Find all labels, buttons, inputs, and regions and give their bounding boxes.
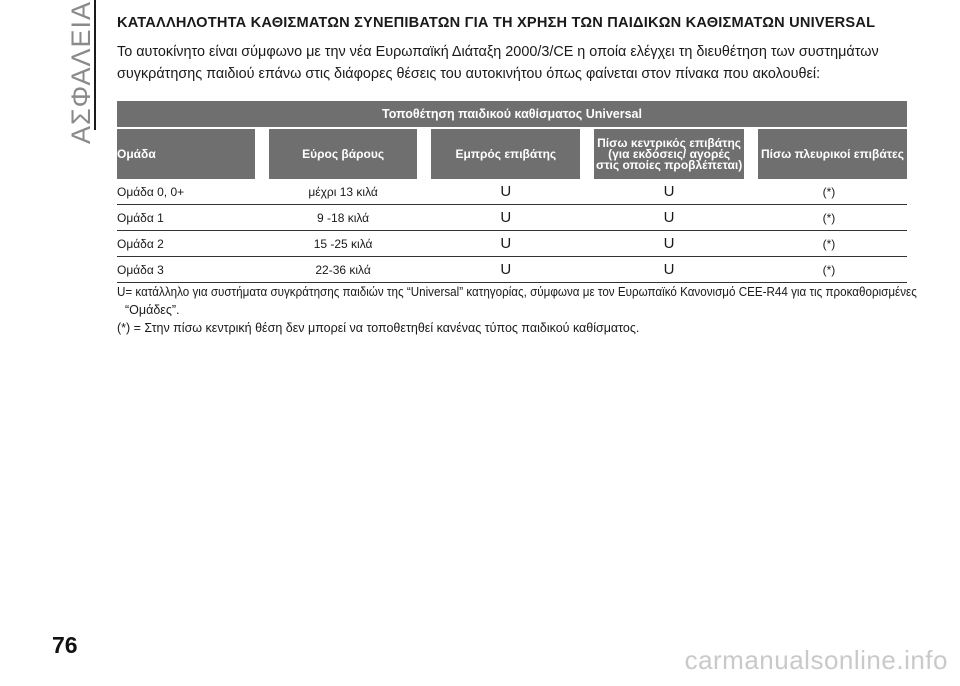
header-front-passenger: Εμπρός επιβάτης xyxy=(424,128,587,179)
table-row xyxy=(117,231,907,257)
cell-rear-center: U xyxy=(587,179,751,205)
cell-group: Ομάδα 1 xyxy=(117,205,262,231)
note-u-line-2: “Ομάδες”. xyxy=(125,303,180,317)
intro-line-1: Το αυτοκίνητο είναι σύμφωνο με την νέα Ευρωπαϊκή Διάταξη 2000/3/CE η οποία ελέγχει τη διευθέτηση των συστημάτων xyxy=(117,44,879,60)
section-title-vertical xyxy=(58,0,106,144)
cell-front: U xyxy=(424,179,587,205)
cell-front: U xyxy=(424,231,587,257)
cell-rear-center: U xyxy=(587,231,751,257)
section-title-text: ΑΣΦΑΛΕΙΑ xyxy=(66,0,97,144)
intro-line-2: συγκράτησης παιδιού επάνω στις διάφορες θέσεις του αυτοκινήτου όπως φαίνεται στον πίνακα που ακολουθεί: xyxy=(117,66,821,82)
table-row xyxy=(117,179,907,205)
cell-weight: 9 -18 κιλά xyxy=(262,205,425,231)
cell-weight: μέχρι 13 κιλά xyxy=(262,179,425,205)
page-heading: ΚΑΤΑΛΛΗΛΟΤΗΤΑ ΚΑΘΙΣΜΑΤΩΝ ΣΥΝΕΠΙΒΑΤΩΝ ΓΙΑ ΤΗ ΧΡΗΣΗ ΤΩΝ ΠΑΙΔΙΚΩΝ ΚΑΘΙΣΜΑΤΩΝ UNIVERSAL xyxy=(117,15,876,31)
cell-weight: 22-36 κιλά xyxy=(262,257,425,283)
cell-weight: 15 -25 κιλά xyxy=(262,231,425,257)
child-seat-table xyxy=(117,101,907,283)
cell-group: Ομάδα 2 xyxy=(117,231,262,257)
note-u-line-1: U= κατάλληλο για συστήματα συγκράτησης παιδιών της “Universal” κατηγορίας, σύμφωνα με τον Ευρωπαϊκό Κανονισμό CEE-R44 για τις προκαθορισμένες xyxy=(117,285,917,299)
cell-rear-center: U xyxy=(587,205,751,231)
table-caption: Τοποθέτηση παιδικού καθίσματος Universal xyxy=(117,101,907,128)
note-star: (*) = Στην πίσω κεντρική θέση δεν μπορεί να τοποθετηθεί κανένας τύπος παιδικού καθίσματος. xyxy=(117,321,640,335)
cell-rear-center: U xyxy=(587,257,751,283)
cell-rear-side: (*) xyxy=(751,205,907,231)
header-rear-side: Πίσω πλευρικοί επιβάτες xyxy=(751,128,907,179)
cell-rear-side: (*) xyxy=(751,179,907,205)
watermark: carmanualsonline.info xyxy=(684,645,948,675)
table-row xyxy=(117,257,907,283)
intro-paragraph xyxy=(117,41,907,85)
cell-front: U xyxy=(424,257,587,283)
header-weight: Εύρος βάρους xyxy=(262,128,425,179)
page-number: 76 xyxy=(52,632,78,658)
cell-group: Ομάδα 0, 0+ xyxy=(117,179,262,205)
header-group: Ομάδα xyxy=(117,128,262,179)
cell-group: Ομάδα 3 xyxy=(117,257,262,283)
table-row xyxy=(117,205,907,231)
cell-rear-side: (*) xyxy=(751,231,907,257)
cell-front: U xyxy=(424,205,587,231)
table-notes xyxy=(117,283,917,337)
cell-rear-side: (*) xyxy=(751,257,907,283)
header-rear-center: Πίσω κεντρικός επιβάτης (για εκδόσεις/ αγορές στις οποίες προβλέπεται) xyxy=(587,128,751,179)
